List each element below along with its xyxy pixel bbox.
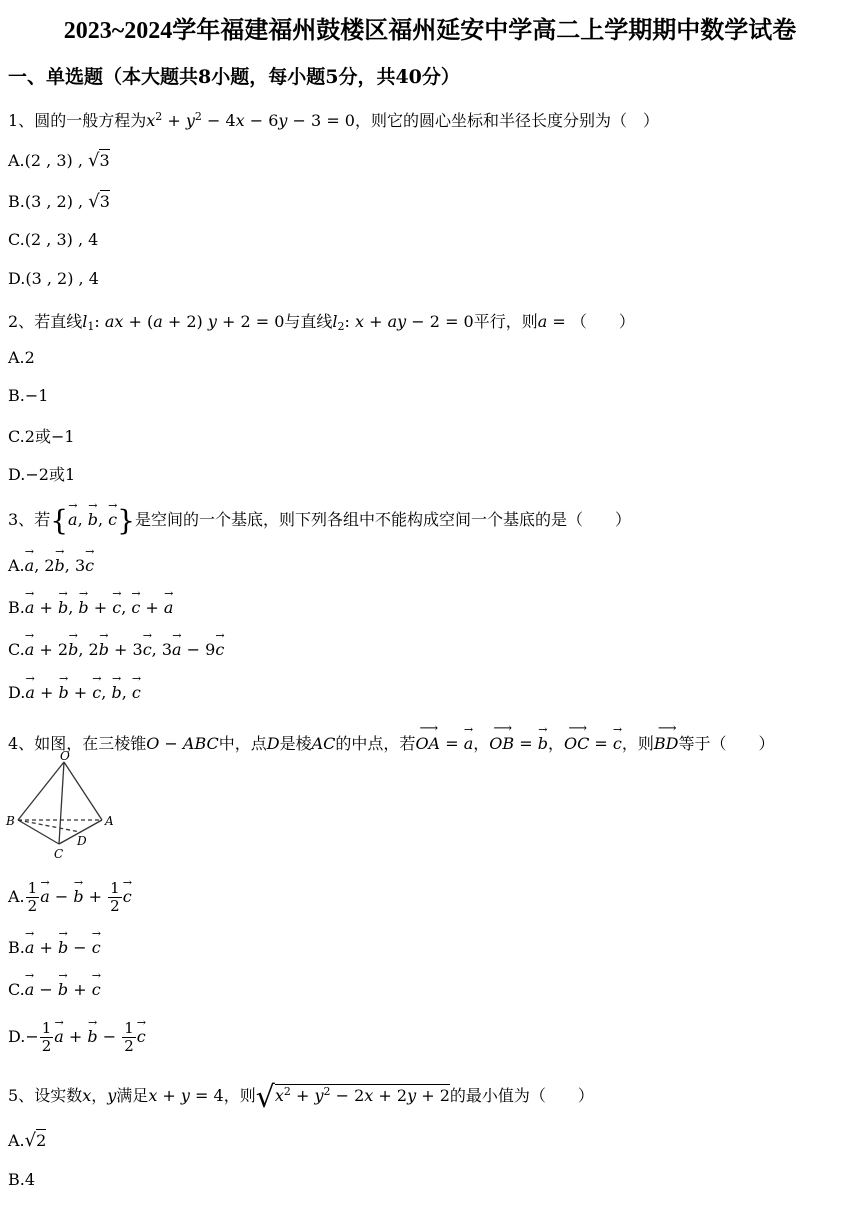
q2-option-a[interactable]: A.2 — [8, 348, 35, 367]
section-heading: 一、单选题（本大题共8小题，每小题5分，共40分） — [8, 66, 460, 88]
tetrahedron-figure — [4, 748, 124, 864]
q1-option-a[interactable]: A.(2 , 3) , √3 — [8, 150, 110, 171]
question-number: 2、 — [8, 312, 35, 331]
q1-option-c[interactable]: C.(2 , 3) , 4 — [8, 230, 99, 249]
q4-option-a[interactable]: A. $\frac{1}{2}$ → a − → b + $\frac{1}{2}$ → c — [8, 880, 132, 915]
question-number: 1、 — [8, 111, 35, 130]
question-number: 5、 — [8, 1086, 35, 1105]
q2-option-c[interactable]: C.2或−1 — [8, 427, 75, 446]
question-3: 3、若{→ a, → b, → c}是空间的一个基底，则下列各组中不能构成空间一个基底的是（ ） — [8, 504, 631, 537]
q5-option-a[interactable]: A.√2 — [8, 1130, 47, 1151]
question-4: 4、如图，在三棱锥O − ABC中，点D是棱AC的中点，若⟶ OA = → a，⟶ OB = → b，⟶ OC = → c，则⟶ BD等于（ ） — [8, 731, 775, 754]
q3-option-d[interactable]: D.→ a + → b + → c, → b, → c — [8, 683, 141, 702]
question-1: 1、圆的一般方程为$x^2 + y^2 - 4x - 6y - 3 = 0$，则它的圆心坐标和半径长度分别为（ ） — [8, 110, 659, 130]
q3-option-a[interactable]: A.→ a, 2→ b, 3→ c — [8, 556, 94, 575]
q2-option-b[interactable]: B.−1 — [8, 386, 49, 405]
q4-option-b[interactable]: B.→ a + → b − → c — [8, 938, 101, 957]
document-title: 2023~2024学年福建福州鼓楼区福州延安中学高二上学期期中数学试卷 — [63, 18, 797, 44]
vertex-label-o: O — [60, 749, 70, 763]
q2-option-d[interactable]: D.−2或1 — [8, 465, 76, 484]
question-number: 4、 — [8, 734, 35, 753]
question-number: 3、 — [8, 510, 35, 529]
q5-option-b[interactable]: B.4 — [8, 1170, 36, 1189]
question-2: 2、若直线$l_1$: ax + (a + 2) y + 2 = 0与直线$l_2$: x + ay − 2 = 0平行，则a = （ ） — [8, 312, 635, 333]
q3-option-b[interactable]: B.→ a + → b, → b + → c, → c + → a — [8, 598, 173, 617]
question-5: 5、设实数x，y满足x + y = 4，则$√x^2 + y^2 - 2x + 2y + 2$的最小值为（ ） — [8, 1080, 594, 1115]
q1-option-d[interactable]: D.(3 , 2) , 4 — [8, 269, 99, 288]
q4-option-c[interactable]: C.→ a − → b + → c — [8, 980, 101, 999]
vertex-label-b: B — [6, 814, 15, 828]
q4-option-d[interactable]: D.− $\frac{1}{2}$ → a + → b − $\frac{1}{2}$ → c — [8, 1020, 146, 1055]
q3-option-c[interactable]: C.→ a + 2→ b, 2→ b + 3→ c, 3→ a − 9→ c — [8, 640, 224, 659]
point-label-d: D — [77, 834, 87, 848]
vertex-label-c: C — [54, 847, 64, 861]
vertex-label-a: A — [105, 814, 114, 828]
q1-option-b[interactable]: B.(3 , 2) , √3 — [8, 191, 110, 212]
